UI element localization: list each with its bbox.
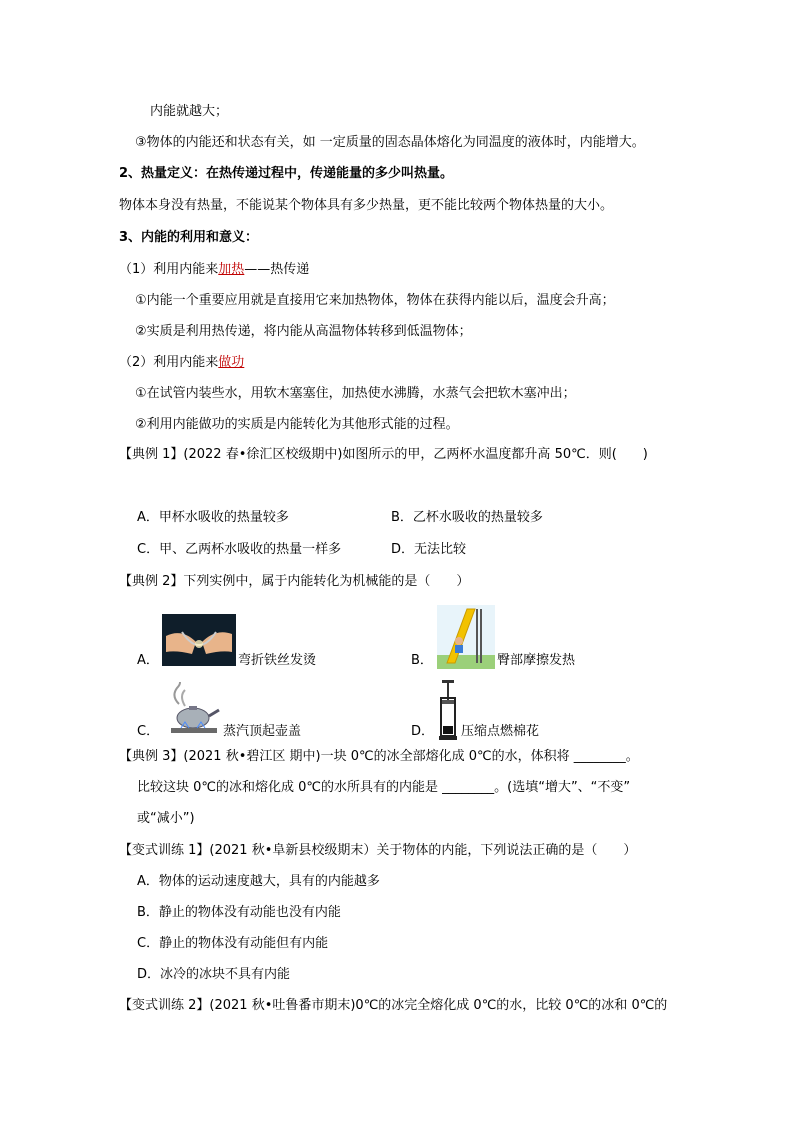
- training-1-option-c: C．静止的物体没有动能但有内能: [137, 936, 329, 951]
- training-2-question: 【变式训练 2】(2021 秋•吐鲁番市期末)0℃的冰完全熔化成 0℃的水，比较 0℃的冰和 0℃的: [119, 998, 668, 1013]
- example-2-option-d-text: 压缩点燃棉花: [461, 724, 540, 739]
- text-line: ②利用内能做功的实质是内能转化为其他形式能的过程。: [135, 417, 459, 432]
- example-3-question-cont: 比较这块 0℃的冰和熔化成 0℃的水所具有的内能是 ________。(选填“增大”、“不变”: [137, 780, 631, 795]
- text-line: ①内能一个重要应用就是直接用它来加热物体，物体在获得内能以后，温度会升高；: [135, 293, 615, 308]
- example-2-question: 【典例 2】下列实例中，属于内能转化为机械能的是（ ）: [119, 574, 470, 589]
- example-3-question-cont: 或“减小”): [137, 811, 195, 826]
- bending-wire-icon: [162, 614, 236, 666]
- subheading-prefix: （2）利用内能来: [119, 355, 219, 370]
- text-line: 内能就越大；: [150, 104, 229, 119]
- subheading: [119, 354, 244, 372]
- training-1-option-a: A．物体的运动速度越大，具有的内能越多: [137, 874, 380, 889]
- slide-icon: [437, 605, 495, 669]
- training-1-option-d: D．冰冷的冰块不具有内能: [137, 967, 291, 982]
- training-1-option-b: B．静止的物体没有动能也没有内能: [137, 905, 341, 920]
- subheading: [119, 261, 309, 279]
- text-line: ③物体的内能还和状态有关，如 一定质量的固态晶体熔化为同温度的液体时，内能增大。: [135, 135, 645, 150]
- text-line: ①在试管内装些水，用软木塞塞住，加热使水沸腾，水蒸气会把软木塞冲出；: [135, 386, 576, 401]
- keyword-link: 做功: [218, 355, 245, 370]
- example-1-option-c: C．甲、乙两杯水吸收的热量一样多: [137, 542, 342, 557]
- example-2-option-b-label: B．: [411, 653, 433, 668]
- example-2-option-a-label: A．: [137, 653, 159, 668]
- keyword-link: 加热: [218, 262, 245, 277]
- training-1-question: 【变式训练 1】(2021 秋•阜新县校级期末）关于物体的内能，下列说法正确的是（ ）: [119, 843, 637, 858]
- example-1-option-a: A．甲杯水吸收的热量较多: [137, 510, 289, 525]
- example-3-question: 【典例 3】(2021 秋•碧江区 期中)一块 0℃的冰全部熔化成 0℃的水，体积将 ________。: [119, 749, 639, 764]
- subheading-suffix: ——热传递: [244, 262, 310, 277]
- subheading-prefix: （1）利用内能来: [119, 262, 219, 277]
- text-line: 物体本身没有热量，不能说某个物体具有多少热量，更不能比较两个物体热量的大小。: [119, 198, 614, 213]
- example-1-option-b: B．乙杯水吸收的热量较多: [391, 510, 543, 525]
- compression-tube-icon: [437, 680, 459, 740]
- example-2-option-b-text: 臀部摩擦发热: [497, 653, 576, 668]
- text-line: ②实质是利用热传递，将内能从高温物体转移到低温物体；: [135, 324, 472, 339]
- section-heading: 2、热量定义：在热传递过程中，传递能量的多少叫热量。: [119, 166, 454, 181]
- example-2-option-c-text: 蒸汽顶起壶盖: [223, 724, 302, 739]
- example-2-option-c-label: C．: [137, 724, 160, 739]
- example-2-option-d-label: D．: [411, 724, 435, 739]
- kettle-icon: [163, 682, 225, 740]
- example-1-option-d: D．无法比较: [391, 542, 467, 557]
- example-1-question: 【典例 1】(2022 春•徐汇区校级期中)如图所示的甲，乙两杯水温度都升高 50℃．则( ): [119, 447, 648, 462]
- example-2-option-a-text: 弯折铁丝发烫: [238, 653, 317, 668]
- section-heading: 3、内能的利用和意义：: [119, 230, 259, 245]
